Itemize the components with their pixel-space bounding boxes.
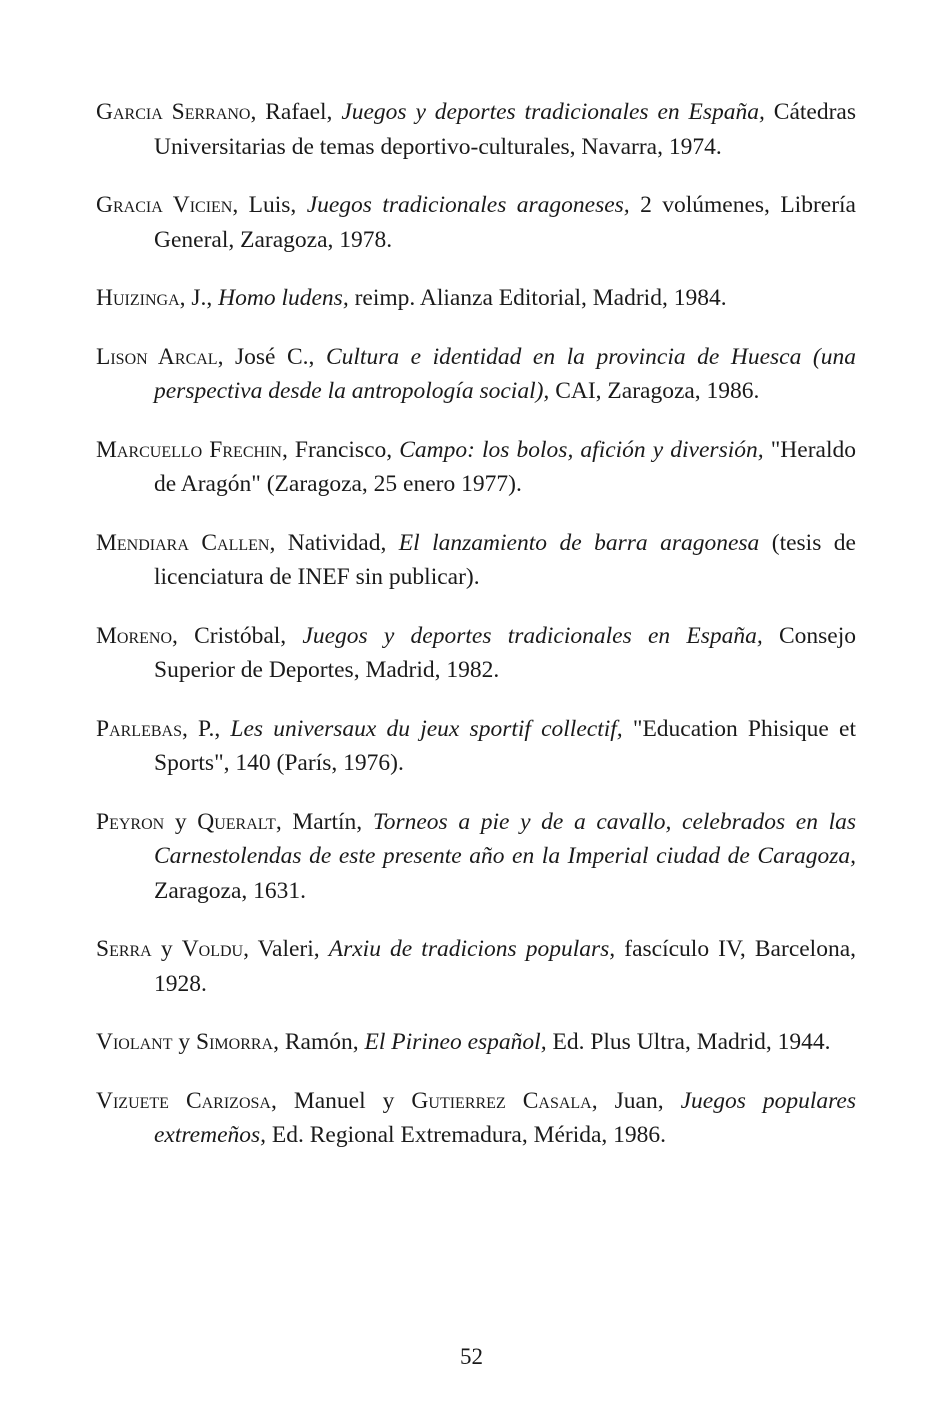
bibliography-entry (96, 188, 856, 257)
entry-author-given: , Ramón, (273, 1029, 365, 1055)
entry-title: El Pirineo español, (364, 1029, 547, 1055)
entry-author-given: , Luis, (232, 192, 307, 218)
entry-author-given: , Francisco, (281, 436, 400, 463)
entry-author-given: , José C., (217, 343, 326, 370)
entry-details: Ed. Regional Extremadura, Mérida, 1986. (266, 1122, 667, 1148)
entry-author-given: , Juan, (591, 1087, 681, 1114)
entry-author: Gracia Vicien (96, 192, 233, 218)
entry-author: Moreno (96, 622, 173, 649)
entry-author-joiner: y (172, 1029, 197, 1055)
entry-author: Marcuello Frechin (96, 436, 282, 463)
entry-coauthor: Voldu (181, 936, 244, 962)
bibliography-list (96, 95, 856, 1177)
entry-author: Vizuete Carizosa (96, 1087, 271, 1114)
bibliography-entry (96, 95, 856, 164)
entry-author: Huizinga (96, 285, 180, 311)
bibliography-entry (96, 340, 856, 409)
entry-author-given: , Valeri, (243, 936, 329, 962)
entry-author: Lison Arcal (96, 343, 218, 370)
entry-details: 2 volúmenes, Librería General, Zaragoza, 1978. (154, 192, 856, 253)
page-number: 52 (460, 1344, 483, 1369)
entry-details: "Education Phisique et Sports", 140 (París, 1976). (154, 715, 856, 776)
entry-author: Peyron (96, 808, 165, 835)
entry-details: Consejo Superior de Deportes, Madrid, 1982. (154, 622, 856, 683)
entry-details: "Heraldo de Aragón" (Zaragoza, 25 enero 1977). (154, 436, 856, 497)
entry-author-joiner: y (151, 936, 182, 962)
entry-author-given: , J., (179, 285, 219, 311)
bibliography-entry (96, 619, 856, 688)
entry-title: Torneos a pie y de a cavallo, celebrados en las Carnestolendas de este presente año en la Imperial ciudad de Caragoza, (154, 808, 856, 869)
entry-author-given: , Martín, (275, 808, 373, 835)
entry-details: Cátedras Universitarias de temas deportivo-culturales, Navarra, 1974. (154, 99, 856, 160)
entry-author-given: , P., (181, 715, 231, 742)
entry-author: Garcia Serrano (96, 99, 251, 125)
entry-details: CAI, Zaragoza, 1986. (549, 378, 760, 404)
entry-author-given: , Cristóbal, (172, 622, 303, 649)
bibliography-entry (96, 281, 856, 316)
entry-title: Juegos populares extremeños, (154, 1087, 856, 1148)
entry-title: Cultura e identidad en la provincia de Huesca (una perspectiva desde la antropología social), (154, 343, 856, 404)
entry-details: (tesis de licenciatura de INEF sin publicar). (154, 529, 856, 590)
entry-title: Juegos y deportes tradicionales en España, (302, 622, 763, 649)
entry-title: El lanzamiento de barra aragonesa (398, 529, 760, 556)
entry-details: reimp. Alianza Editorial, Madrid, 1984. (348, 285, 727, 311)
bibliography-entry (96, 805, 856, 909)
entry-title: Homo ludens, (218, 285, 349, 311)
entry-details: fascículo IV, Barcelona, 1928. (154, 936, 857, 997)
entry-title: Juegos tradicionales aragoneses, (306, 192, 630, 218)
entry-coauthor: Simorra (196, 1029, 274, 1055)
bibliography-entry (96, 712, 856, 781)
entry-coauthor: Gutierrez Casala (411, 1087, 592, 1114)
entry-details: Zaragoza, 1631. (154, 877, 307, 904)
entry-author-given: , Natividad, (269, 529, 399, 556)
entry-title: Les universaux du jeux sportif collectif, (230, 715, 623, 742)
entry-author-joiner: , Manuel y (270, 1087, 412, 1114)
entry-author: Parlebas (96, 715, 182, 742)
bibliography-entry (96, 1025, 856, 1060)
bibliography-entry (96, 526, 856, 595)
entry-author-given: , Rafael, (250, 99, 342, 125)
entry-coauthor: Queralt (197, 808, 276, 835)
entry-author-joiner: y (164, 808, 198, 835)
entry-title: Arxiu de tradicions populars, (328, 936, 616, 962)
bibliography-entry (96, 932, 856, 1001)
entry-author: Mendiara Callen (96, 529, 270, 556)
bibliography-entry (96, 433, 856, 502)
entry-author: Violant (96, 1029, 173, 1055)
entry-details: Ed. Plus Ultra, Madrid, 1944. (546, 1029, 831, 1055)
entry-title: Juegos y deportes tradicionales en España, (341, 99, 765, 125)
entry-author: Serra (96, 936, 152, 962)
entry-title: Campo: los bolos, afición y diversión, (399, 436, 764, 463)
bibliography-entry (96, 1084, 856, 1153)
